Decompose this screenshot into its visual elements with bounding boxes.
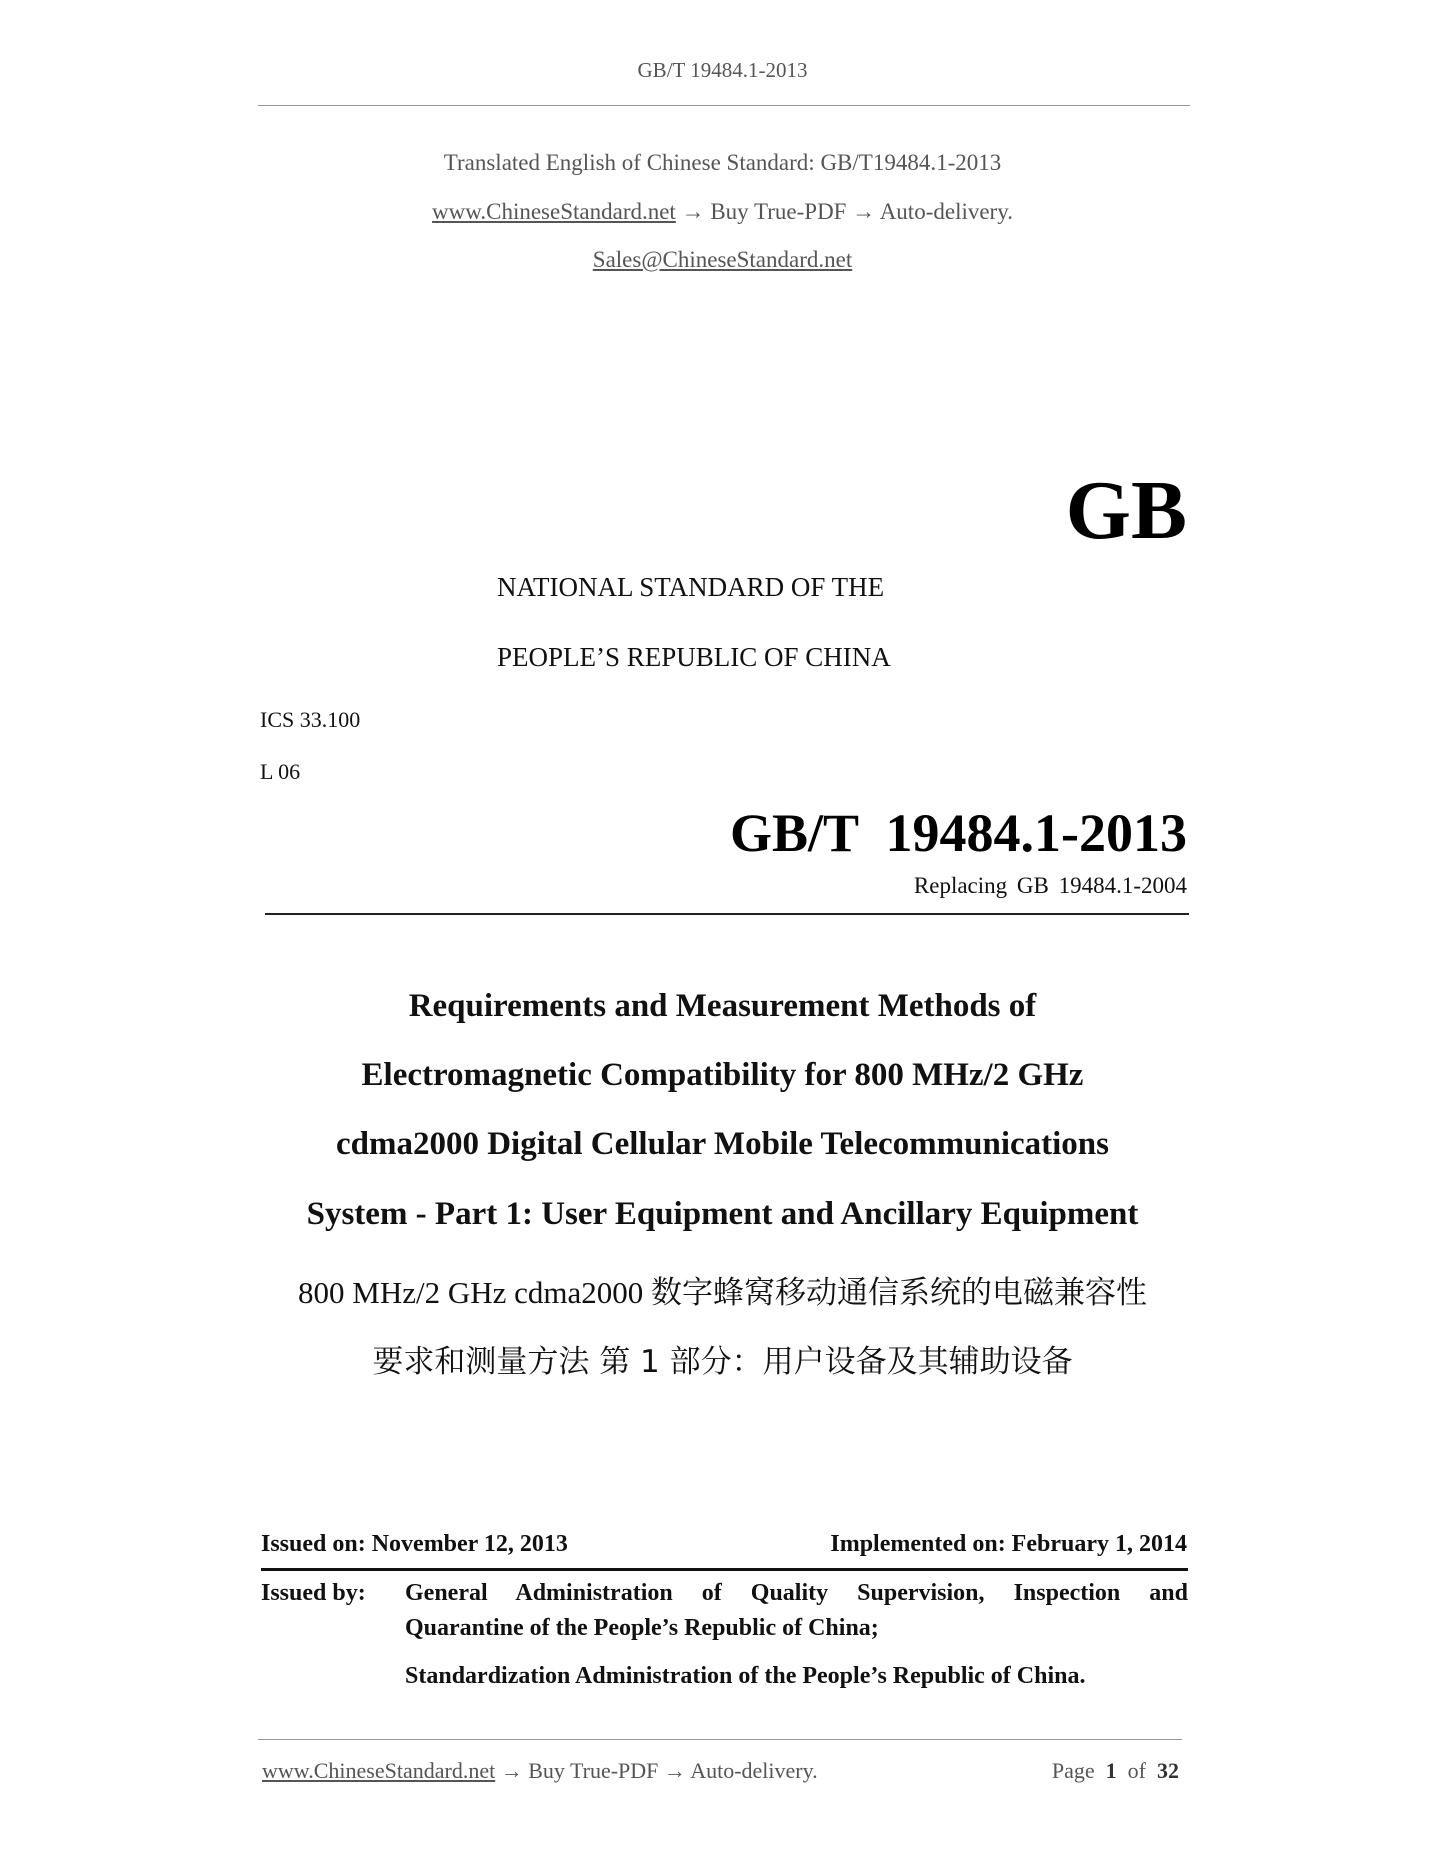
issuer-line-1: General Administration of Quality Supervision, Inspection and (405, 1580, 1188, 1606)
header-standard-code: GB/T 19484.1-2013 (637, 58, 808, 82)
title-cn-line-1: 800 MHz/2 GHz cdma2000 数字蜂窝移动通信系统的电磁兼容性 (298, 1275, 1147, 1310)
translated-notice: Translated English of Chinese Standard: GB/T19484.1-2013 (443, 150, 1002, 175)
header-divider (258, 105, 1190, 106)
title-en-line-1: Requirements and Measurement Methods of (408, 988, 1037, 1024)
page-label: Page (1051, 1758, 1095, 1783)
standard-code: GB/T 19484.1-2013 (729, 803, 1187, 863)
buy-text: → Buy True-PDF → Auto-delivery. (681, 199, 1013, 224)
issued-date: Issued on: November 12, 2013 (261, 1531, 568, 1557)
sales-line (0, 247, 1445, 273)
title-en-line-4: System - Part 1: User Equipment and Ancillary Equipment (306, 1196, 1139, 1232)
footer-website-link[interactable]: www.ChineseStandard.net (262, 1758, 496, 1783)
code-divider (265, 913, 1189, 915)
title-en-line-3: cdma2000 Digital Cellular Mobile Telecommunications (335, 1126, 1110, 1162)
sales-email-link[interactable]: Sales@ChineseStandard.net (592, 247, 853, 272)
title-cn-line-2: 要求和测量方法 第 1 部分：用户设备及其辅助设备 (372, 1344, 1073, 1380)
of-label: of (1127, 1758, 1146, 1783)
title-en-line-2: Electromagnetic Compatibility for 800 MHz/2 GHz (361, 1057, 1084, 1093)
website-link[interactable]: www.ChineseStandard.net (432, 199, 676, 224)
issuer-line-3: Standardization Administration of the People’s Republic of China. (405, 1663, 1086, 1689)
page-indicator (1052, 1758, 1179, 1784)
ccs-code: L 06 (260, 759, 301, 784)
national-standard-line-2: PEOPLE’S REPUBLIC OF CHINA (497, 642, 891, 672)
national-standard-line-1: NATIONAL STANDARD OF THE (497, 572, 885, 602)
footer-promo (262, 1758, 818, 1784)
dates-divider (261, 1568, 1188, 1571)
gb-logo: GB (1065, 464, 1187, 557)
page-total: 32 (1157, 1758, 1179, 1783)
issuer-line-2: Quarantine of the People’s Republic of China; (405, 1615, 879, 1641)
footer-divider (258, 1739, 1182, 1740)
page-number: 1 (1105, 1758, 1117, 1783)
promo-line (0, 199, 1445, 225)
ics-code: ICS 33.100 (260, 707, 361, 732)
footer-buy-text: → Buy True-PDF → Auto-delivery. (500, 1758, 818, 1783)
issued-by-label: Issued by: (261, 1580, 366, 1606)
implemented-date: Implemented on: February 1, 2014 (830, 1531, 1187, 1557)
replacing-note: Replacing GB 19484.1-2004 (913, 873, 1187, 898)
